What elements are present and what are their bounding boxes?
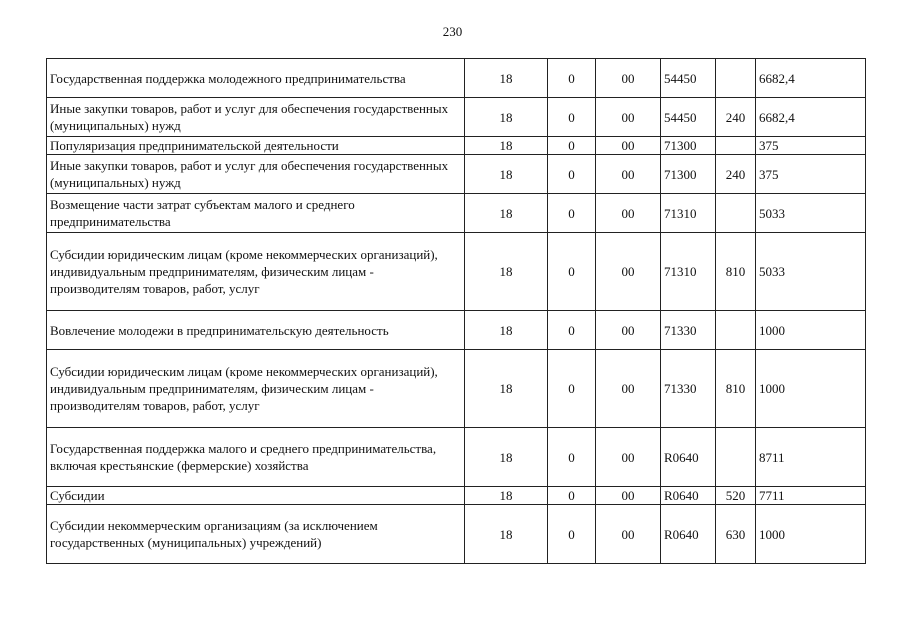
table-row <box>47 98 866 137</box>
ministry-code: 18 <box>465 194 548 233</box>
subsection-code: 00 <box>596 311 661 350</box>
row-name: Возмещение части затрат субъектам малого и среднего предпринимательства <box>47 194 465 233</box>
ministry-code: 18 <box>465 155 548 194</box>
page-number: 230 <box>442 24 463 39</box>
target-code: 71330 <box>661 350 716 428</box>
subsection-code: 00 <box>596 487 661 505</box>
row-name: Субсидии некоммерческим организациям (за исключением государственных (муниципальных) учреждений) <box>47 505 465 564</box>
budget-table <box>46 58 866 564</box>
subsection-code: 00 <box>596 155 661 194</box>
amount: 6682,4 <box>756 98 866 137</box>
subsection-code: 00 <box>596 505 661 564</box>
ministry-code: 18 <box>465 350 548 428</box>
amount: 1000 <box>756 311 866 350</box>
row-name: Иные закупки товаров, работ и услуг для обеспечения государственных (муниципальных) нужд <box>47 98 465 137</box>
amount: 8711 <box>756 428 866 487</box>
target-code: R0640 <box>661 505 716 564</box>
subsection-code: 00 <box>596 233 661 311</box>
section-code: 0 <box>548 505 596 564</box>
amount: 375 <box>756 137 866 155</box>
target-code: R0640 <box>661 428 716 487</box>
expense-type-code: 810 <box>716 350 756 428</box>
table-row <box>47 428 866 487</box>
target-code: 71310 <box>661 194 716 233</box>
table-row <box>47 194 866 233</box>
table-row <box>47 155 866 194</box>
subsection-code: 00 <box>596 194 661 233</box>
target-code: 71310 <box>661 233 716 311</box>
ministry-code: 18 <box>465 311 548 350</box>
table-row <box>47 137 866 155</box>
subsection-code: 00 <box>596 98 661 137</box>
amount: 7711 <box>756 487 866 505</box>
expense-type-code <box>716 137 756 155</box>
table-row <box>47 59 866 98</box>
row-name: Популяризация предпринимательской деятельности <box>47 137 465 155</box>
section-code: 0 <box>548 98 596 137</box>
target-code: 71300 <box>661 137 716 155</box>
row-name: Вовлечение молодежи в предпринимательскую деятельность <box>47 311 465 350</box>
row-name: Государственная поддержка молодежного предпринимательства <box>47 59 465 98</box>
section-code: 0 <box>548 155 596 194</box>
budget-table-body <box>47 59 866 564</box>
ministry-code: 18 <box>465 487 548 505</box>
expense-type-code: 630 <box>716 505 756 564</box>
ministry-code: 18 <box>465 98 548 137</box>
section-code: 0 <box>548 311 596 350</box>
subsection-code: 00 <box>596 428 661 487</box>
expense-type-code <box>716 59 756 98</box>
section-code: 0 <box>548 487 596 505</box>
subsection-code: 00 <box>596 350 661 428</box>
expense-type-code: 240 <box>716 98 756 137</box>
table-row <box>47 233 866 311</box>
expense-type-code: 240 <box>716 155 756 194</box>
table-row <box>47 311 866 350</box>
amount: 375 <box>756 155 866 194</box>
ministry-code: 18 <box>465 428 548 487</box>
subsection-code: 00 <box>596 137 661 155</box>
row-name: Иные закупки товаров, работ и услуг для обеспечения государственных (муниципальных) нужд <box>47 155 465 194</box>
expense-type-code <box>716 194 756 233</box>
amount: 5033 <box>756 194 866 233</box>
section-code: 0 <box>548 350 596 428</box>
section-code: 0 <box>548 59 596 98</box>
target-code: 71300 <box>661 155 716 194</box>
table-row <box>47 487 866 505</box>
ministry-code: 18 <box>465 137 548 155</box>
expense-type-code: 520 <box>716 487 756 505</box>
amount: 5033 <box>756 233 866 311</box>
table-row <box>47 350 866 428</box>
ministry-code: 18 <box>465 59 548 98</box>
target-code: R0640 <box>661 487 716 505</box>
row-name: Субсидии юридическим лицам (кроме некоммерческих организаций), индивидуальным предпринимателям, физическим лицам - производителям товаров, работ, услуг <box>47 233 465 311</box>
ministry-code: 18 <box>465 505 548 564</box>
row-name: Субсидии <box>47 487 465 505</box>
section-code: 0 <box>548 137 596 155</box>
section-code: 0 <box>548 428 596 487</box>
amount: 1000 <box>756 505 866 564</box>
section-code: 0 <box>548 233 596 311</box>
expense-type-code <box>716 311 756 350</box>
ministry-code: 18 <box>465 233 548 311</box>
expense-type-code <box>716 428 756 487</box>
target-code: 54450 <box>661 59 716 98</box>
subsection-code: 00 <box>596 59 661 98</box>
table-row <box>47 505 866 564</box>
expense-type-code: 810 <box>716 233 756 311</box>
target-code: 54450 <box>661 98 716 137</box>
amount: 6682,4 <box>756 59 866 98</box>
section-code: 0 <box>548 194 596 233</box>
row-name: Государственная поддержка малого и среднего предпринимательства, включая крестьянские (фермерские) хозяйства <box>47 428 465 487</box>
target-code: 71330 <box>661 311 716 350</box>
amount: 1000 <box>756 350 866 428</box>
row-name: Субсидии юридическим лицам (кроме некоммерческих организаций), индивидуальным предпринимателям, физическим лицам - производителям товаров, работ, услуг <box>47 350 465 428</box>
